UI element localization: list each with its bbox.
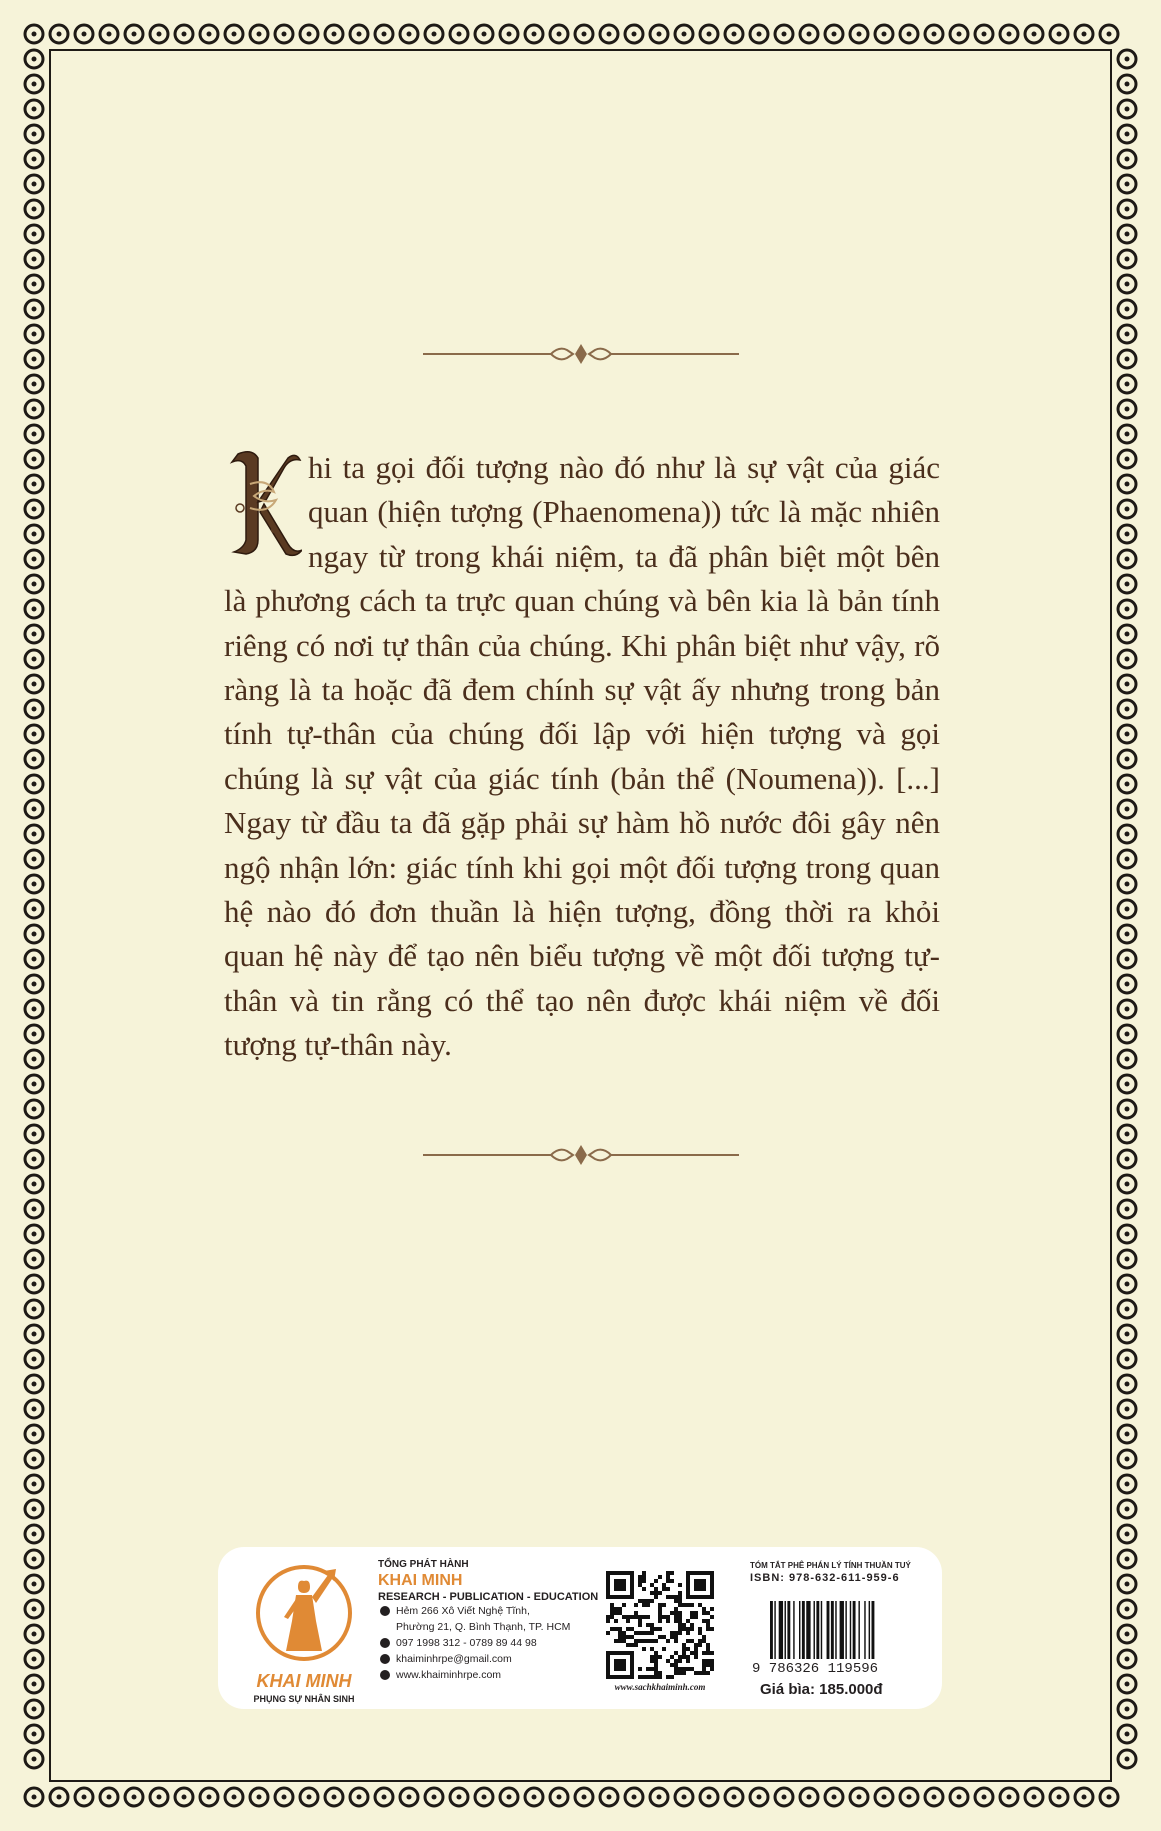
address-line-2: Phường 21, Q. Bình Thạnh, TP. HCM [396,1621,571,1633]
email-address: khaiminhrpe@gmail.com [396,1653,512,1665]
isbn-number: ISBN: 978-632-611-959-6 [750,1572,900,1584]
publisher-info [378,1559,618,1683]
website-url: www.khaiminhrpe.com [396,1669,502,1681]
qr-code [606,1571,714,1679]
barcode-icon [768,1601,916,1659]
publisher-logo [250,1561,358,1704]
logo-emblem-icon [250,1561,358,1669]
email-icon [380,1654,390,1664]
phone-number: 097 1998 312 - 0789 89 44 98 [396,1637,537,1649]
address-row-2 [378,1619,618,1635]
isbn-box [750,1561,926,1698]
publisher-tagline: RESEARCH - PUBLICATION - EDUCATION [378,1591,599,1603]
logo-slogan: PHỤNG SỰ NHÂN SINH [253,1694,355,1704]
address-line-1: Hẻm 266 Xô Viết Nghệ Tĩnh, [396,1605,530,1617]
cover-price: Giá bìa: 185.000đ [760,1681,883,1698]
location-pin-icon [380,1606,390,1616]
phone-icon [380,1638,390,1648]
qr-url: www.sachkhaiminh.com [614,1682,706,1692]
ornament-divider-top [423,342,739,366]
publisher-panel [218,1547,942,1709]
book-title-small: TÓM TẮT PHÊ PHÁN LÝ TÍNH THUẦN TUÝ [750,1561,911,1570]
logo-name: KHAI MINH [256,1671,352,1691]
barcode-digits: 9 786326 119596 [752,1661,879,1677]
passage-text: hi ta gọi đối tượng nào đó như là sự vật của giác quan (hiện tượng (Phaenomena)) tức là mặc nhiên ngay từ trong khái niệm, ta đã phân biệt một bên là phương cách ta trực quan chúng và bên kia là bản tính riêng có nơi tự thân của chúng. Khi phân biệt như vậy, rõ ràng là ta hoặc đã đem chính sự vật ấy nhưng trong bản tính tự-thân của chúng đối lập với hiện tượng và gọi chúng là sự vật của giác tính (bản thể (Noumena)). [...] Ngay từ đầu ta đã gặp phải sự hàm hồ nước đôi gây nên ngộ nhận lớn: giác tính khi gọi một đối tượng trong quan hệ nào đó đơn thuần là hiện tượng, đồng thời ra khỏi quan hệ này để tạo nên biểu tượng về một đối tượng tự-thân và tin rằng có thể tạo nên được khái niệm về đối tượng tự-thân này. [224,450,940,1063]
ornament-divider-bottom [423,1143,739,1167]
email-row [378,1651,618,1667]
qr-code-icon [606,1571,714,1679]
publisher-brand: KHAI MINH [378,1572,463,1589]
quote-passage [224,446,940,1068]
website-row [378,1667,618,1683]
distributor-label: TỔNG PHÁT HÀNH [378,1559,469,1570]
address-row [378,1603,618,1619]
dropcap-letter-k [224,448,302,560]
globe-icon [380,1670,390,1680]
phone-row [378,1635,618,1651]
